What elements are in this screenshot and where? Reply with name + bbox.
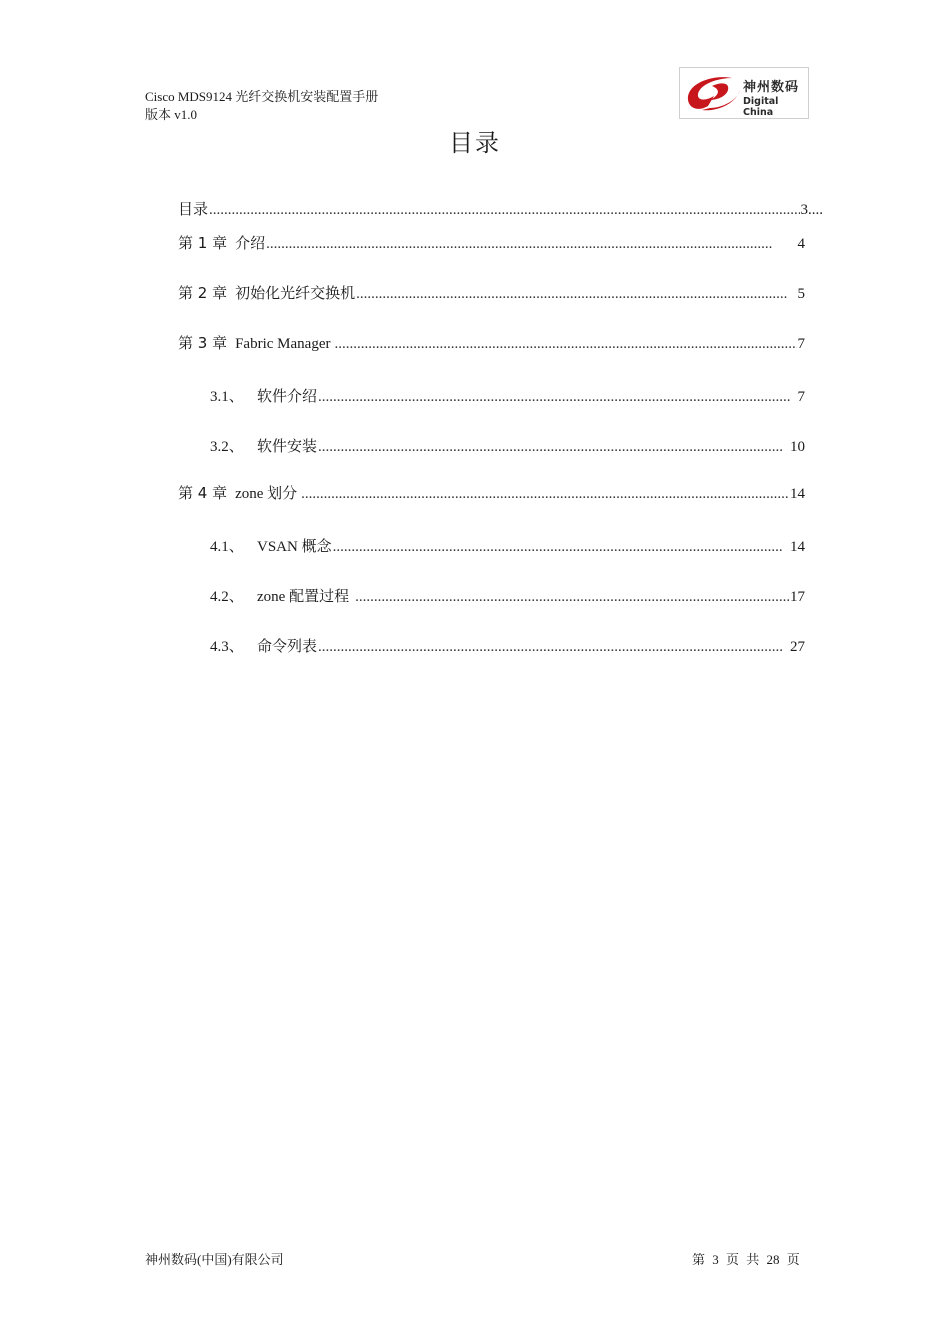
toc-page-number: 17 bbox=[790, 589, 805, 605]
toc-entry-chapter-4[interactable] bbox=[178, 482, 805, 503]
toc-leader-dots bbox=[209, 202, 799, 219]
chapter-title: 介绍 bbox=[235, 236, 266, 252]
section-title: 软件安装 bbox=[257, 439, 318, 455]
section-number: 4.3、 bbox=[210, 639, 244, 655]
toc-entry-chapter-1[interactable] bbox=[178, 232, 805, 253]
chapter-title: 初始化光纤交换机 bbox=[235, 286, 356, 302]
section-number: 4.1、 bbox=[210, 539, 244, 555]
toc-leader-dots bbox=[356, 286, 787, 303]
toc-leader-dots bbox=[355, 589, 789, 606]
toc-entry-label: 目录 bbox=[178, 202, 209, 218]
toc-page-number: 7 bbox=[797, 389, 805, 405]
toc-page-number: 10 bbox=[790, 439, 805, 455]
toc-entry-contents[interactable] bbox=[178, 198, 823, 219]
toc-entry-chapter-2[interactable] bbox=[178, 282, 805, 303]
toc-entry-section-4-2[interactable] bbox=[210, 585, 805, 606]
toc-entry-section-3-1[interactable] bbox=[210, 385, 805, 406]
toc-page-number: 14 bbox=[790, 539, 805, 555]
toc-page-number: 14 bbox=[790, 486, 805, 502]
chapter-number: 第 2 章 bbox=[178, 284, 228, 302]
toc-leader-dots bbox=[334, 336, 796, 353]
section-title: 软件介绍 bbox=[257, 389, 318, 405]
toc-leader-dots bbox=[318, 389, 789, 406]
version-label: 版本 v1.0 bbox=[145, 107, 198, 122]
toc-leader-dots bbox=[318, 639, 782, 656]
chapter-number: 第 4 章 bbox=[178, 484, 228, 502]
chapter-number: 第 1 章 bbox=[178, 234, 228, 252]
toc-page-number: 4 bbox=[797, 236, 805, 252]
toc-page-number: 7 bbox=[797, 336, 805, 352]
toc-entry-chapter-3[interactable] bbox=[178, 332, 805, 353]
manual-title: Cisco MDS9124 光纤交换机安装配置手册 bbox=[145, 89, 379, 104]
section-title: 命令列表 bbox=[257, 639, 318, 655]
toc-page-number: 27 bbox=[790, 639, 805, 655]
chapter-title: Fabric Manager bbox=[235, 336, 331, 352]
section-title: zone 配置过程 bbox=[257, 589, 350, 605]
toc-page-number: 3 bbox=[800, 202, 808, 218]
logo-swirl-icon bbox=[682, 70, 744, 116]
chapter-number: 第 3 章 bbox=[178, 334, 228, 352]
footer-page-info: 第 3 页 共 28 页 bbox=[692, 1252, 800, 1267]
section-number: 3.1、 bbox=[210, 389, 244, 405]
page-title: 目录 bbox=[449, 129, 501, 157]
toc-leader-dots bbox=[333, 539, 782, 556]
toc-page-number: 5 bbox=[797, 286, 805, 302]
digital-china-logo bbox=[679, 67, 809, 119]
document-header bbox=[145, 88, 378, 124]
section-number: 4.2、 bbox=[210, 589, 244, 605]
logo-name-cn: 神州数码 bbox=[743, 80, 800, 95]
toc-trailing-dots: .... bbox=[808, 202, 823, 218]
section-number: 3.2、 bbox=[210, 439, 244, 455]
toc-entry-section-4-1[interactable] bbox=[210, 535, 805, 556]
toc-leader-dots bbox=[301, 486, 789, 503]
section-title: VSAN 概念 bbox=[257, 539, 332, 555]
logo-name-en: Digital China bbox=[743, 96, 779, 118]
toc-entry-section-4-3[interactable] bbox=[210, 635, 805, 656]
toc-entry-section-3-2[interactable] bbox=[210, 435, 805, 456]
footer-company: 神州数码(中国)有限公司 bbox=[145, 1252, 284, 1267]
toc-leader-dots bbox=[266, 236, 771, 253]
toc-leader-dots bbox=[318, 439, 782, 456]
chapter-title: zone 划分 bbox=[235, 486, 298, 502]
